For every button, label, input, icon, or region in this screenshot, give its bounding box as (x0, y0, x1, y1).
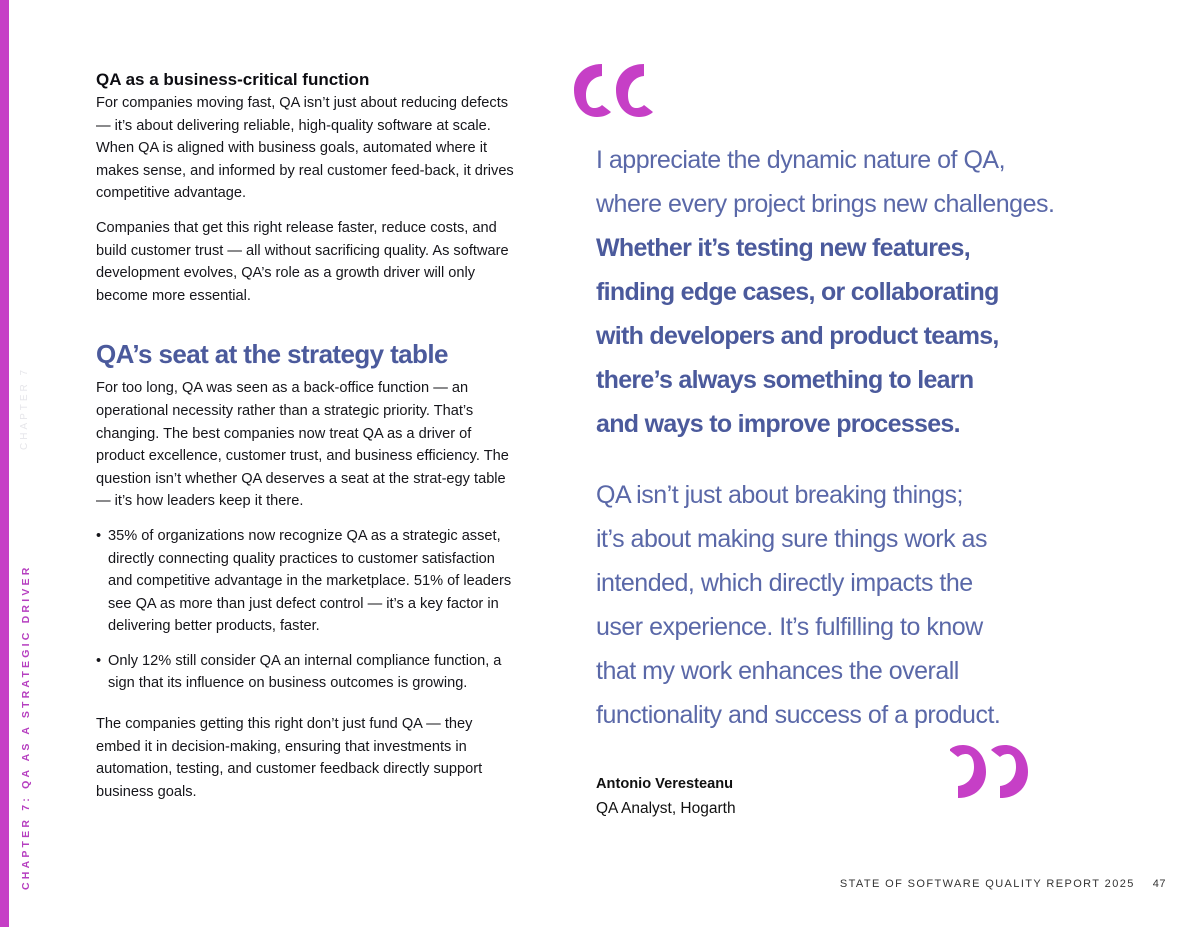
quote-spacer (596, 446, 1076, 473)
report-title: STATE OF SOFTWARE QUALITY REPORT 2025 (839, 878, 1135, 890)
paragraph: Companies that get this right release faster, reduce costs, and build customer trust — all without sacrificing quality. As software development evolves, QA’s role as a growth driver will only become more essential. (96, 219, 509, 304)
bullet-dot-icon: • (96, 527, 102, 544)
bullet-dot-icon: • (96, 652, 102, 669)
quote-line-bold: there’s always something to learn (596, 366, 974, 394)
page-footer (840, 878, 1166, 890)
paragraph: The companies getting this right don’t just fund QA — they embed it in decision-making, ensuring that investments in automation, testing, and customer feedback directly support business goals. (96, 716, 483, 800)
close-quote-icon (950, 742, 1030, 800)
quote-line: user experience. It’s fulfilling to know (596, 613, 983, 641)
section-heading-business-critical: QA as a business-critical function (96, 70, 370, 89)
chapter-side-label: CHAPTER 7: QA AS A STRATEGIC DRIVER (20, 564, 32, 890)
open-quote-icon (572, 62, 654, 122)
paragraph: For companies moving fast, QA isn’t just about reducing defects — it’s about delivering reliable, high-quality software at scale. When QA is aligned with business goals, automated where it makes sense, and informed by real customer feed-back, it drives competitive advantage. (96, 95, 514, 202)
list-item-text: Only 12% still consider QA an internal compliance function, a sign that its influence on business outcomes is growing. (108, 652, 502, 692)
list-item (96, 650, 516, 695)
page-number: 47 (1152, 878, 1166, 890)
chapter-ghost-label: CHAPTER 7 (19, 366, 30, 450)
list-item-text: 35% of organizations now recognize QA as a strategic asset, directly connecting quality practices to customer satisfaction and competitive advantage in the marketplace. 51% of leaders see QA as more than just defect control — it’s a key factor in delivering better products, faster. (108, 527, 512, 635)
quote-line-bold: finding edge cases, or collaborating (596, 278, 999, 306)
quote-line: intended, which directly impacts the (596, 569, 973, 597)
paragraph: For too long, QA was seen as a back-office function — an operational necessity rather than a strategic priority. That’s changing. The best companies now treat QA as a driver of product excellence, customer trust, and business efficiency. The question isn’t whether QA deserves a seat at the strat-egy table — it’s how leaders keep it there. (96, 380, 509, 510)
quote-line: where every project brings new challenges. (596, 190, 1055, 218)
quote-line-bold: with developers and product teams, (596, 322, 999, 350)
author-role: QA Analyst, Hogarth (596, 800, 736, 817)
chapter-accent-bar (0, 0, 9, 927)
quote-line: that my work enhances the overall (596, 657, 959, 685)
pull-quote (596, 138, 1076, 737)
quote-line: QA isn’t just about breaking things; (596, 481, 963, 509)
quote-line-bold: Whether it’s testing new features, (596, 234, 970, 262)
quote-line-bold: and ways to improve processes. (596, 410, 960, 438)
quote-line: I appreciate the dynamic nature of QA, (596, 146, 1006, 174)
quote-line: it’s about making sure things work as (596, 525, 987, 553)
author-name: Antonio Veresteanu (596, 776, 734, 792)
section-heading-strategy-table: QA’s seat at the strategy table (96, 339, 448, 370)
quote-line: functionality and success of a product. (596, 701, 1001, 729)
stats-bullet-list (96, 525, 516, 695)
quote-attribution (596, 772, 736, 822)
body-column (96, 68, 516, 803)
list-item (96, 525, 516, 638)
